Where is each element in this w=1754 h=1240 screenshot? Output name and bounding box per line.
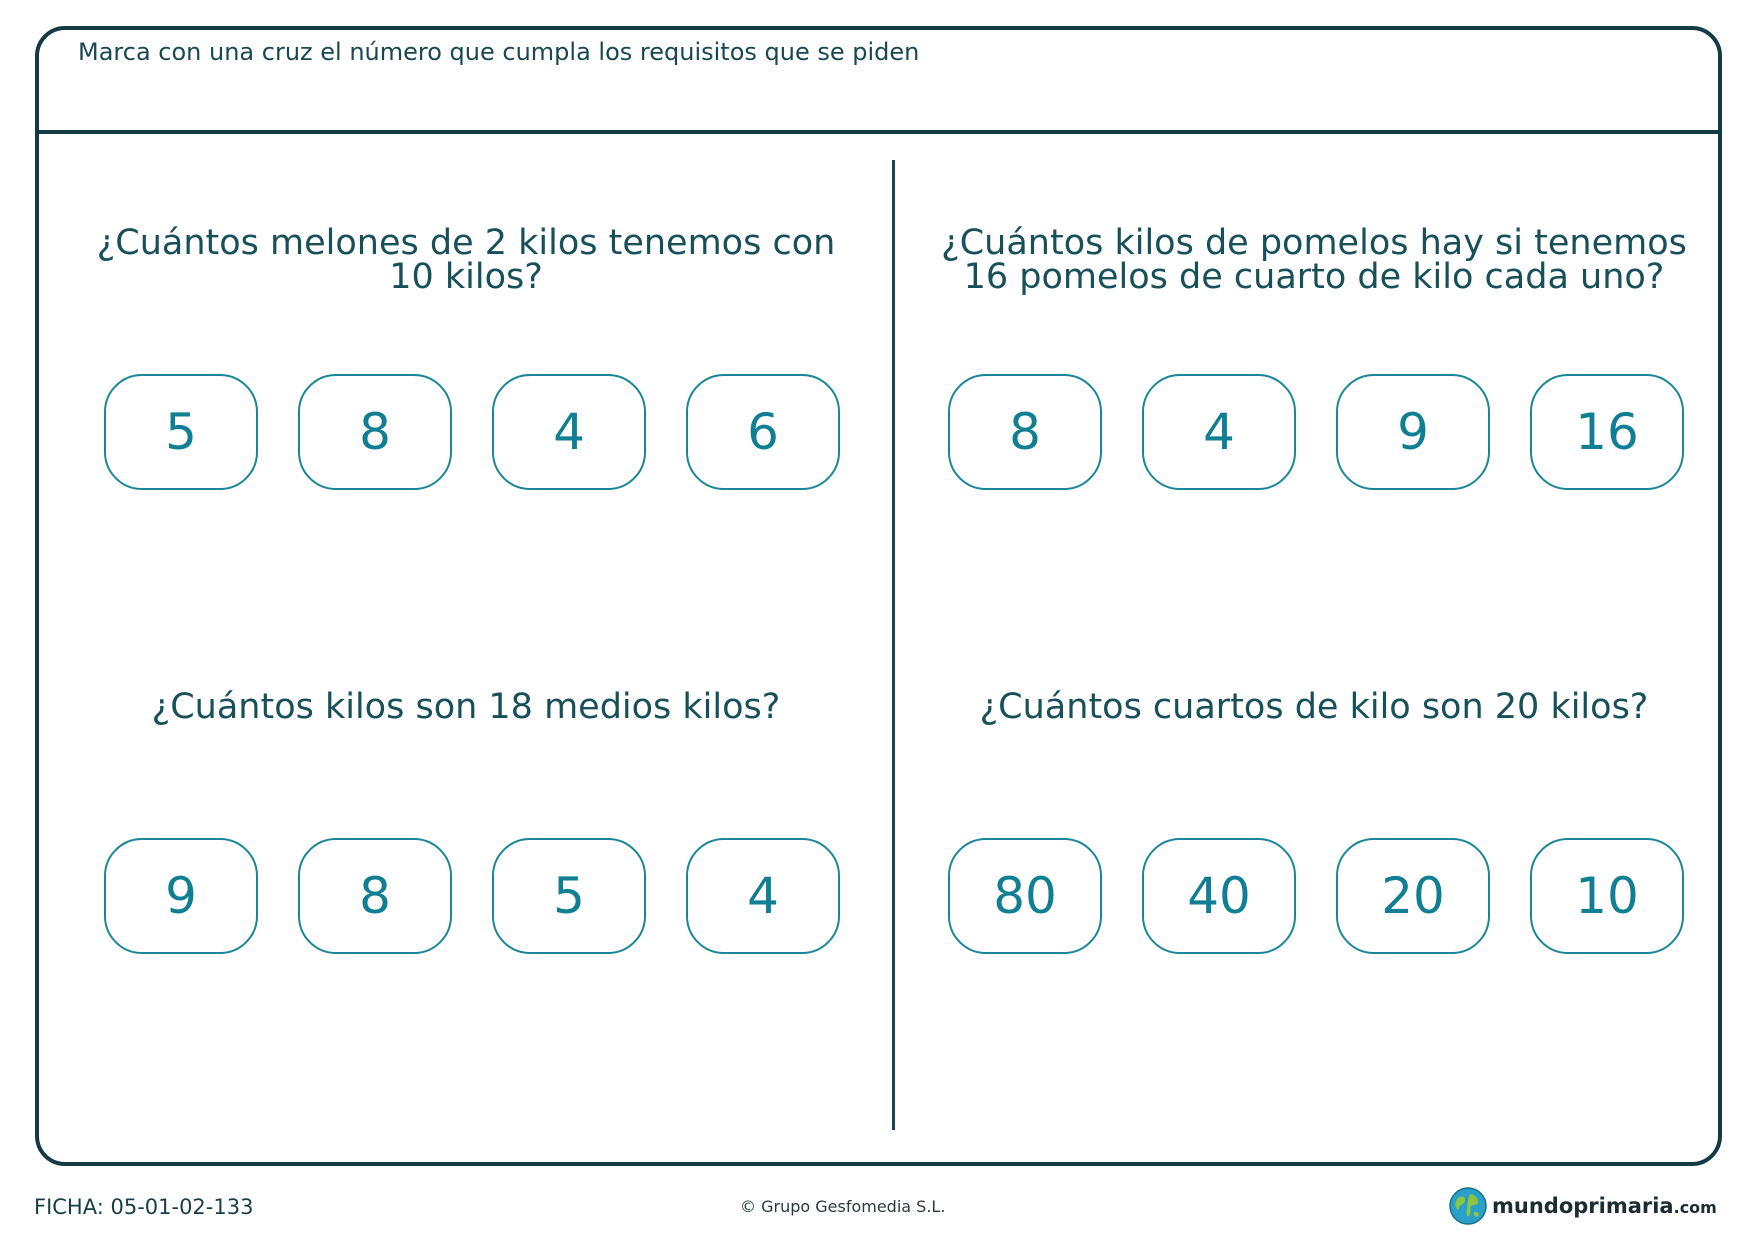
question-2-option-2[interactable]: 4: [1142, 374, 1296, 490]
question-1-option-1[interactable]: 5: [104, 374, 258, 490]
question-4-option-2[interactable]: 40: [1142, 838, 1296, 954]
worksheet-code: FICHA: 05-01-02-133: [34, 1195, 254, 1219]
worksheet-frame: [35, 26, 1722, 1166]
question-1-option-4[interactable]: 6: [686, 374, 840, 490]
question-1-line-1: ¿Cuántos melones de 2 kilos tenemos con: [96, 223, 836, 263]
vertical-divider: [892, 160, 895, 1130]
question-1-options: [104, 374, 840, 490]
question-3-option-3[interactable]: 5: [492, 838, 646, 954]
question-2: [914, 223, 1714, 297]
question-2-option-3[interactable]: 9: [1336, 374, 1490, 490]
globe-icon: [1448, 1186, 1488, 1226]
brand-name: mundoprimaria.com: [1492, 1194, 1717, 1218]
instruction-text: Marca con una cruz el número que cumpla los requisitos que se piden: [78, 38, 920, 66]
question-2-option-4[interactable]: 16: [1530, 374, 1684, 490]
header-divider: [37, 130, 1720, 134]
question-1: [66, 223, 866, 297]
copyright-text: © Grupo Gesfomedia S.L.: [740, 1197, 946, 1216]
question-3-option-4[interactable]: 4: [686, 838, 840, 954]
question-4-option-3[interactable]: 20: [1336, 838, 1490, 954]
question-2-line-1: ¿Cuántos kilos de pomelos hay si tenemos: [941, 223, 1687, 263]
question-2-options: [948, 374, 1684, 490]
question-3: [66, 687, 866, 727]
question-1-option-3[interactable]: 4: [492, 374, 646, 490]
question-2-option-1[interactable]: 8: [948, 374, 1102, 490]
question-3-option-1[interactable]: 9: [104, 838, 258, 954]
question-3-option-2[interactable]: 8: [298, 838, 452, 954]
question-4-options: [948, 838, 1684, 954]
question-3-line-1: ¿Cuántos kilos son 18 medios kilos?: [151, 687, 781, 727]
question-4: [914, 687, 1714, 727]
brand-logo[interactable]: [1448, 1186, 1717, 1226]
question-2-line-2: 16 pomelos de cuarto de kilo cada uno?: [963, 257, 1665, 297]
question-3-options: [104, 838, 840, 954]
question-1-line-2: 10 kilos?: [389, 257, 543, 297]
question-4-option-4[interactable]: 10: [1530, 838, 1684, 954]
question-4-option-1[interactable]: 80: [948, 838, 1102, 954]
question-4-line-1: ¿Cuántos cuartos de kilo son 20 kilos?: [979, 687, 1649, 727]
question-1-option-2[interactable]: 8: [298, 374, 452, 490]
